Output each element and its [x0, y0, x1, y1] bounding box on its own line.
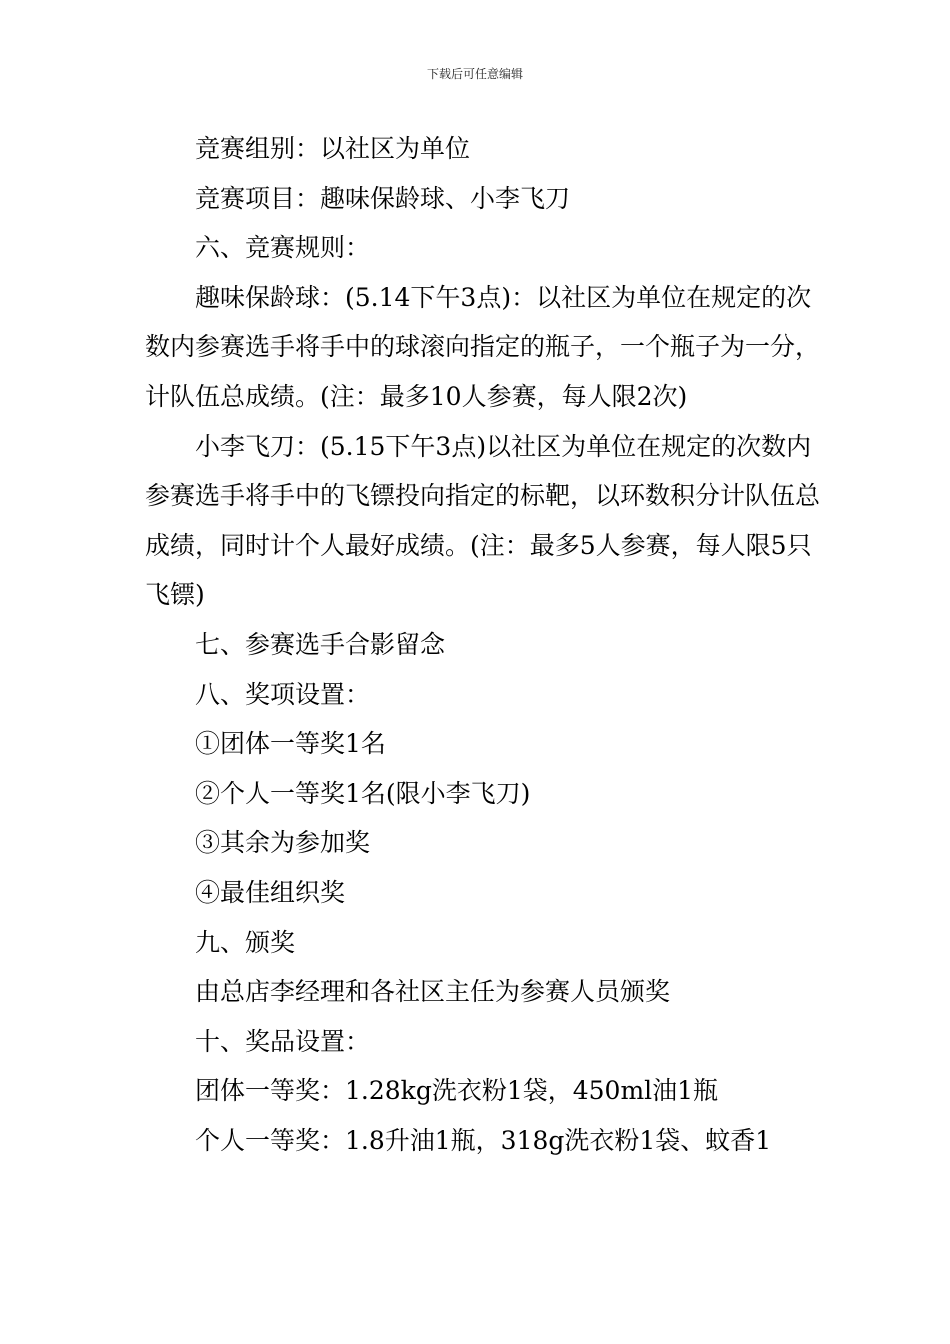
rule-darts: 小李飞刀：(5.15下午3点)以社区为单位在规定的次数内参赛选手将手中的飞镖投向指定的标靶，以环数积分计队伍总成绩，同时计个人最好成绩。(注：最多5人参赛，每人限5只飞镖) [145, 431, 821, 610]
award-item-team: ①团体一等奖1名 [195, 729, 386, 759]
rule-bowling: 趣味保龄球：(5.14下午3点)：以社区为单位在规定的次数内参赛选手将手中的球滚向指定的瓶子，一个瓶子为一分，计队伍总成绩。(注：最多10人参赛，每人限2次) [145, 282, 821, 411]
competition-events: 竞赛项目：趣味保龄球、小李飞刀 [195, 183, 571, 213]
ceremony-description: 由总店李经理和各社区主任为参赛人员颁奖 [195, 977, 671, 1007]
prize-team-first: 团体一等奖：1.28kg洗衣粉1袋，450ml油1瓶 [195, 1076, 719, 1106]
section-heading-photo: 七、参赛选手合影留念 [195, 629, 446, 659]
award-item-individual: ②个人一等奖1名(限小李飞刀) [195, 778, 531, 808]
section-heading-prizes: 十、奖品设置： [195, 1026, 371, 1056]
page-header-note: 下载后可任意编辑 [426, 67, 523, 81]
section-heading-ceremony: 九、颁奖 [195, 927, 296, 957]
award-item-participation: ③其余为参加奖 [195, 828, 371, 858]
document-body [145, 124, 835, 1165]
prize-individual-first: 个人一等奖：1.8升油1瓶，318g洗衣粉1袋、蚊香1 [195, 1125, 772, 1155]
competition-group: 竞赛组别：以社区为单位 [195, 134, 471, 163]
section-heading-awards: 八、奖项设置： [195, 679, 371, 709]
section-heading-rules: 六、竞赛规则： [195, 233, 371, 263]
award-item-organization: ④最佳组织奖 [195, 877, 346, 907]
